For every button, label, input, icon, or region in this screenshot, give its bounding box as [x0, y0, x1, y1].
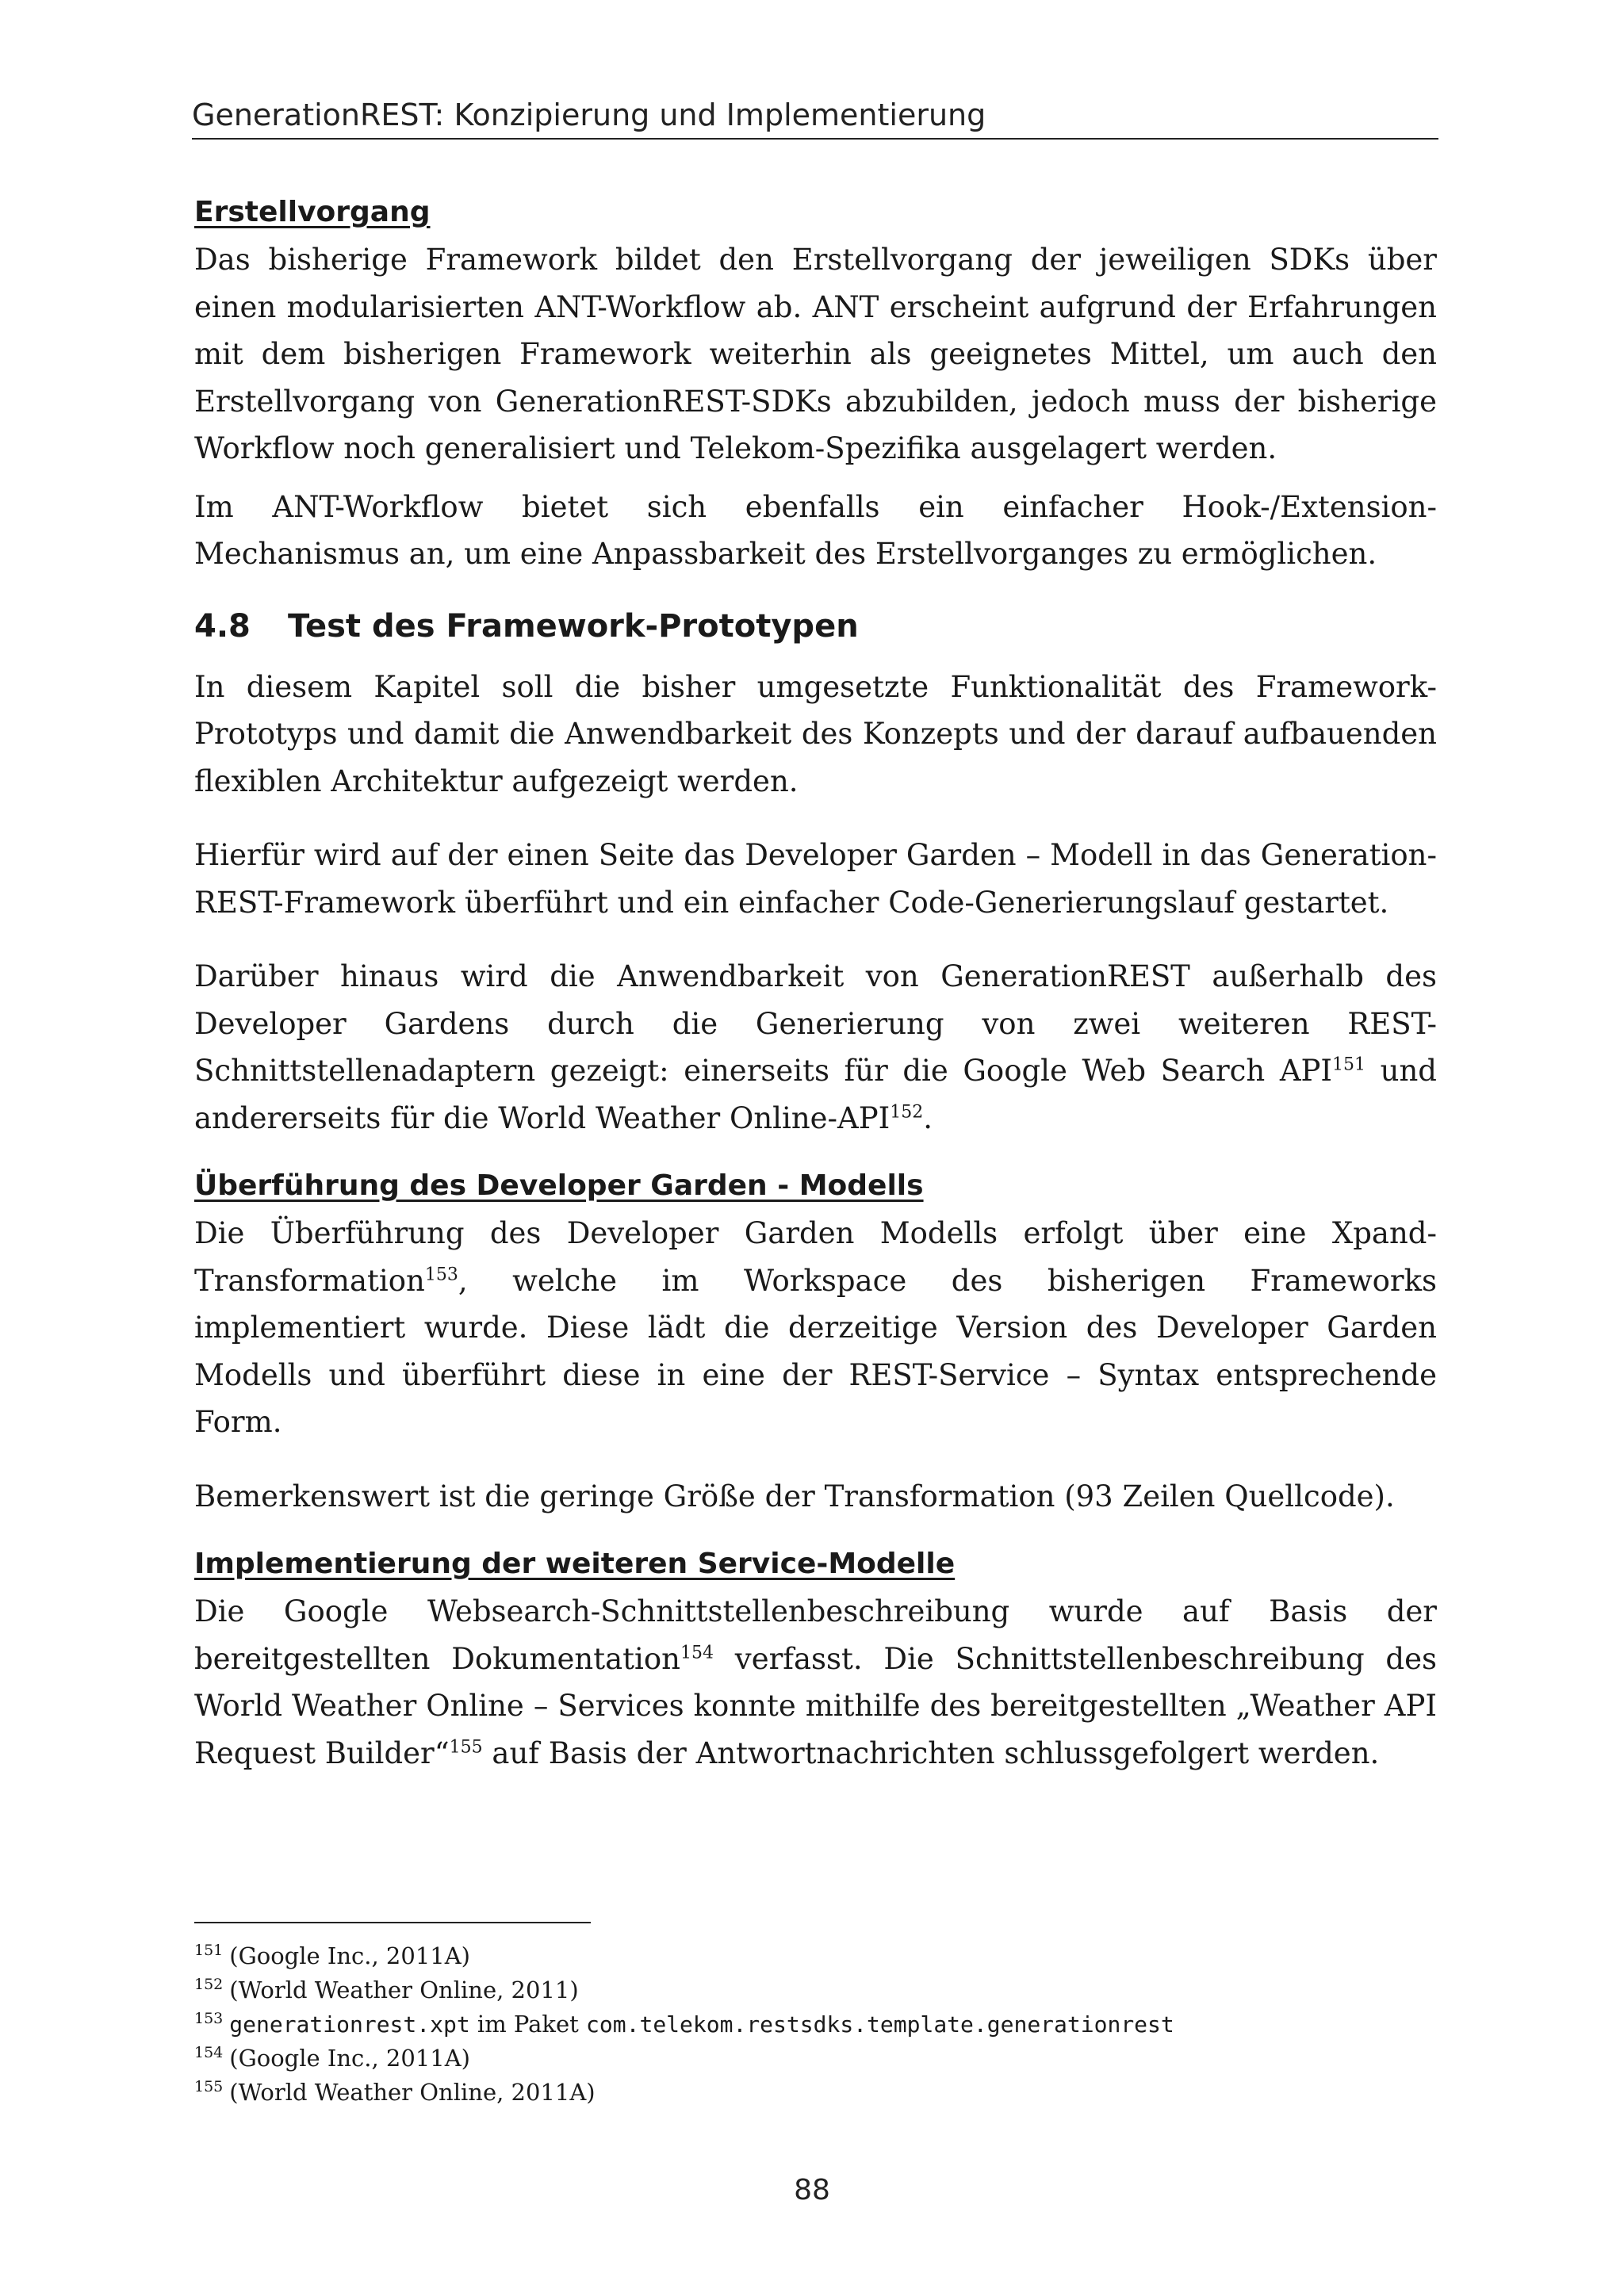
section-number: 4.8 — [194, 607, 251, 645]
body-text — [194, 189, 1437, 1777]
footnote-code-file: generationrest.xpt — [229, 2011, 470, 2038]
footnote-number: 154 — [194, 2044, 224, 2062]
footnote-ref-153[interactable]: 153 — [424, 1265, 458, 1285]
footnote-number: 155 — [194, 2078, 224, 2096]
footnote-ref-151[interactable]: 151 — [1332, 1054, 1366, 1075]
footnote-text: (World Weather Online, 2011A) — [229, 2079, 596, 2106]
paragraph-ueberfuehrung-1-text-a: Die Überführung des Developer Garden Modells erfolgt über eine Xpand-Transformation — [194, 1216, 1437, 1298]
footnote-153 — [194, 2007, 1437, 2042]
footnote-151 — [194, 1939, 1437, 1973]
footnote-code-package: com.telekom.restsdks.template.generationrest — [586, 2011, 1174, 2038]
footnote-ref-155[interactable]: 155 — [449, 1737, 483, 1758]
footnote-text: im Paket — [469, 2011, 587, 2038]
footnote-ref-154[interactable]: 154 — [680, 1643, 714, 1663]
subheading-erstellvorgang: Erstellvorgang — [194, 196, 431, 228]
footnote-155 — [194, 2076, 1437, 2110]
paragraph-implementierung-1-text-b: verfasst. Die Schnittstellenbeschreibung des World Weather Online – Services konnte mithilfe des bereitgestellten „Weather API Request Builder“ — [194, 1641, 1437, 1770]
paragraph-implementierung-1-text-c: auf Basis der Antwortnachrichten schlussgefolgert werden. — [482, 1735, 1380, 1770]
paragraph-erstellvorgang-2: Im ANT-Workflow bietet sich ebenfalls ein einfacher Hook-/Extension-Mechanismus an, um eine Anpassbarkeit des Erstellvorganges zu ermöglichen. — [194, 489, 1437, 571]
footnote-divider — [194, 1922, 591, 1923]
paragraph-implementierung-1-text-a: Die Google Websearch-Schnittstellenbeschreibung wurde auf Basis der bereitgestellten Dokumentation — [194, 1594, 1437, 1676]
footnote-text: (Google Inc., 2011A) — [229, 1942, 470, 1969]
section-heading — [194, 600, 1437, 652]
page-number: 88 — [794, 2174, 830, 2206]
subheading-ueberfuehrung: Überführung des Developer Garden - Modells — [194, 1169, 924, 1202]
paragraph-section-3-text-c: . — [923, 1100, 933, 1135]
footnote-ref-152[interactable]: 152 — [890, 1102, 924, 1123]
paragraph-section-3 — [194, 953, 1437, 1142]
paragraph-section-3-text-a: Darüber hinaus wird die Anwendbarkeit von GenerationREST außerhalb des Developer Gardens durch die Generierung von zwei weiteren REST-Schnittstellenadaptern gezeigt: einerseits für die Google Web Search API — [194, 959, 1437, 1088]
paragraph-ueberfuehrung-1 — [194, 1210, 1437, 1446]
footnote-text: (Google Inc., 2011A) — [229, 2045, 470, 2072]
paragraph-ueberfuehrung-2: Bemerkenswert ist die geringe Größe der Transformation (93 Zeilen Quellcode). — [194, 1479, 1395, 1513]
subheading-implementierung: Implementierung der weiteren Service-Modelle — [194, 1548, 956, 1580]
footnote-number: 151 — [194, 1942, 224, 1960]
paragraph-section-3-text-b: und andererseits für die World Weather Online-API — [194, 1054, 1437, 1135]
running-header: GenerationREST: Konzipierung und Implementierung — [192, 94, 1438, 140]
paragraph-section-2: Hierfür wird auf der einen Seite das Developer Garden – Modell in das Generation-REST-Framework überführt und ein einfacher Code-Generierungslauf gestartet. — [194, 838, 1437, 920]
paragraph-section-1: In diesem Kapitel soll die bisher umgesetzte Funktionalität des Framework-Prototyps und damit die Anwendbarkeit des Konzepts und der darauf aufbauenden flexiblen Architektur aufgezeigt werden. — [194, 669, 1437, 798]
paragraph-ueberfuehrung-1-text-b: , welche im Workspace des bisherigen Frameworks implementiert wurde. Diese lädt die derzeitige Version des Developer Garden Modells und überführt diese in eine der REST-Service – Syntax entsprechende Form. — [194, 1263, 1437, 1439]
section-title: Test des Framework-Prototypen — [288, 607, 859, 645]
footnote-text: (World Weather Online, 2011) — [229, 1976, 579, 2003]
footnote-152 — [194, 1973, 1437, 2007]
paragraph-implementierung-1 — [194, 1588, 1437, 1777]
footnote-number: 152 — [194, 1976, 224, 1994]
footnote-154 — [194, 2042, 1437, 2076]
footnote-number: 153 — [194, 2010, 224, 2028]
footnotes — [194, 1939, 1437, 2110]
paragraph-erstellvorgang-1: Das bisherige Framework bildet den Erstellvorgang der jeweiligen SDKs über einen modularisierten ANT-Workflow ab. ANT erscheint aufgrund der Erfahrungen mit dem bisherigen Framework weiterhin als geeignetes Mittel, um auch den Erstellvorgang von GenerationREST-SDKs abzubilden, jedoch muss der bisherige Workflow noch generalisiert und Telekom-Spezifika ausgelagert werden. — [194, 243, 1437, 465]
